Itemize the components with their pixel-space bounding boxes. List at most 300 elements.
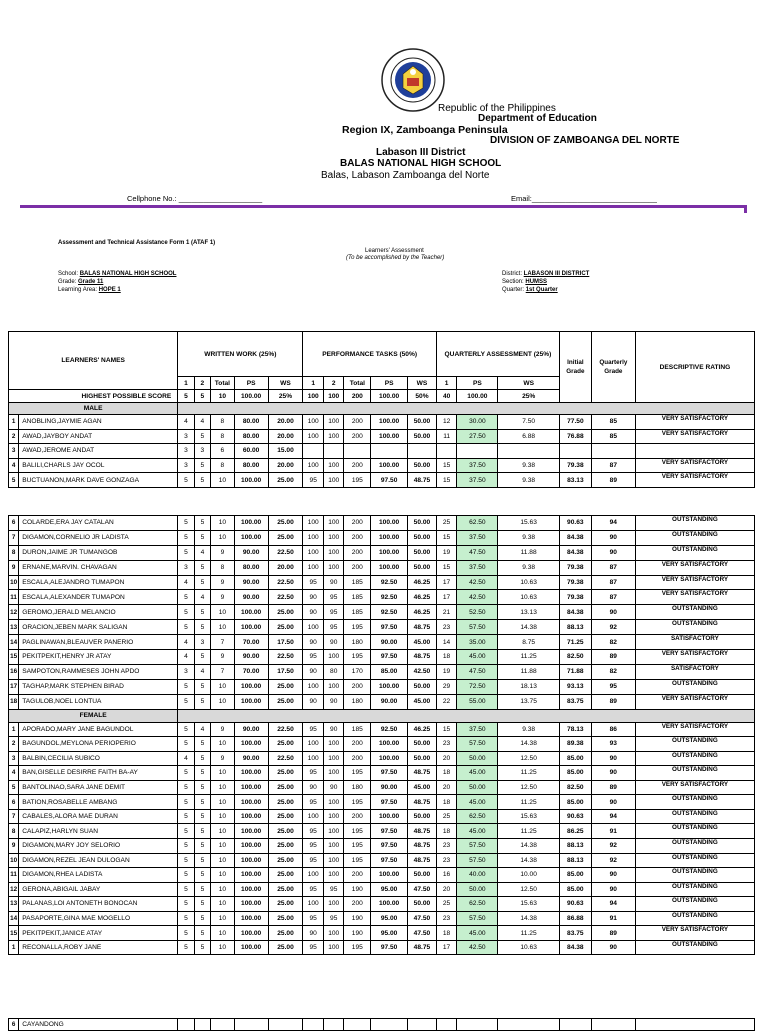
score-cell: 71.25 <box>559 635 591 650</box>
descriptive-rating: VERY SATISFACTORY <box>635 429 754 444</box>
score-cell: 15 <box>436 530 457 545</box>
female-section-row <box>9 709 755 722</box>
assessment-table-top <box>8 331 755 488</box>
score-cell: 50.00 <box>408 545 437 560</box>
score-cell: 5 <box>194 516 210 531</box>
score-cell: 5 <box>194 911 210 926</box>
area-value: HOPE 1 <box>98 287 121 293</box>
score-cell: 22.50 <box>268 545 303 560</box>
male-section-fill <box>178 403 755 415</box>
row-number: 15 <box>9 926 19 941</box>
male-rows-part1 <box>9 415 755 488</box>
learner-name: PEKITPEKIT,JANICE ATAY <box>19 926 178 941</box>
row-number: 5 <box>9 473 19 488</box>
score-cell: 100 <box>323 795 344 810</box>
score-cell: 90.63 <box>559 809 591 824</box>
form-subtitle-note: (To be accomplished by the Teacher) <box>346 255 445 261</box>
score-cell: 100 <box>303 530 324 545</box>
score-cell: 100.00 <box>371 897 408 912</box>
score-cell: 97.50 <box>371 838 408 853</box>
hps-cell: 100.00 <box>234 390 268 403</box>
row-number: 9 <box>9 560 19 575</box>
descriptive-rating: OUTSTANDING <box>635 530 754 545</box>
score-cell: 57.50 <box>457 737 498 752</box>
score-cell: 25.00 <box>268 605 303 620</box>
score-cell <box>323 444 344 459</box>
score-cell: 37.50 <box>457 458 498 473</box>
score-cell: 5 <box>194 795 210 810</box>
score-cell: 100.00 <box>234 838 268 853</box>
score-cell: 9.38 <box>498 722 560 737</box>
learner-row <box>9 766 755 781</box>
score-cell: 45.00 <box>457 650 498 665</box>
score-cell: 100.00 <box>371 751 408 766</box>
score-cell: 92 <box>591 620 635 635</box>
cellphone-field: Cellphone No.: ____________________ <box>127 194 263 203</box>
school-value: BALAS NATIONAL HIGH SCHOOL <box>79 271 177 277</box>
score-cell: 100.00 <box>371 679 408 694</box>
learner-row <box>9 530 755 545</box>
district-value: LABASON III DISTRICT <box>523 271 590 277</box>
score-cell: 5 <box>178 737 194 752</box>
score-cell: 190 <box>344 911 371 926</box>
col-learners-names: LEARNERS' NAMES <box>9 332 178 390</box>
score-cell: 5 <box>178 853 194 868</box>
score-cell: 23 <box>436 838 457 853</box>
score-cell: 90 <box>323 575 344 590</box>
hps-cell: 25% <box>268 390 303 403</box>
score-cell: 180 <box>344 694 371 709</box>
score-cell: 5 <box>178 809 194 824</box>
score-cell: 70.00 <box>234 635 268 650</box>
score-cell: 15 <box>436 560 457 575</box>
col-quarterly-assessment: QUARTERLY ASSESSMENT (25%) <box>436 332 559 377</box>
score-cell: 5 <box>178 694 194 709</box>
learner-name: ORACION,JEBEN MARK SALIGAN <box>19 620 178 635</box>
score-cell: 100 <box>323 530 344 545</box>
district-text: Labason III District <box>376 147 466 158</box>
score-cell: 10 <box>211 897 235 912</box>
female-label: FEMALE <box>9 709 178 722</box>
score-cell: 47.50 <box>408 882 437 897</box>
score-cell: 87 <box>591 560 635 575</box>
score-cell: 42.50 <box>457 575 498 590</box>
learner-row <box>9 897 755 912</box>
score-cell <box>408 1019 437 1031</box>
score-cell <box>323 1019 344 1031</box>
score-cell: 8 <box>211 458 235 473</box>
score-cell: 100 <box>303 458 324 473</box>
score-cell: 180 <box>344 635 371 650</box>
learner-name: PEKITPEKIT,HENRY JR ATAY <box>19 650 178 665</box>
score-cell: 100 <box>303 897 324 912</box>
score-cell: 5 <box>178 926 194 941</box>
score-cell: 92.50 <box>371 722 408 737</box>
learner-name: ESCALA,ALEJANDRO TUMAPON <box>19 575 178 590</box>
subheader-cell: 2 <box>323 377 344 390</box>
score-cell: 90 <box>303 664 324 679</box>
score-cell: 4 <box>178 635 194 650</box>
descriptive-rating: VERY SATISFACTORY <box>635 722 754 737</box>
score-cell: 40.00 <box>457 868 498 883</box>
score-cell: 89 <box>591 780 635 795</box>
score-cell: 37.50 <box>457 560 498 575</box>
score-cell: 84.38 <box>559 545 591 560</box>
score-cell <box>498 1019 560 1031</box>
score-cell: 97.50 <box>371 824 408 839</box>
learner-name: PAGLINAWAN,BLEAUVER PANERIO <box>19 635 178 650</box>
score-cell: 100 <box>303 545 324 560</box>
score-cell: 23 <box>436 853 457 868</box>
score-cell <box>234 1019 268 1031</box>
learner-name: AWAD,JEROME ANDAT <box>19 444 178 459</box>
score-cell: 90.00 <box>371 780 408 795</box>
score-cell: 23 <box>436 911 457 926</box>
score-cell: 100 <box>303 737 324 752</box>
score-cell: 5 <box>194 694 210 709</box>
score-cell: 5 <box>194 824 210 839</box>
score-cell <box>457 444 498 459</box>
learner-row <box>9 560 755 575</box>
score-cell: 11.25 <box>498 926 560 941</box>
score-cell: 200 <box>344 458 371 473</box>
score-cell: 25.00 <box>268 809 303 824</box>
score-cell: 90 <box>303 694 324 709</box>
row-number: 8 <box>9 545 19 560</box>
score-cell: 100.00 <box>371 545 408 560</box>
score-cell: 5 <box>178 766 194 781</box>
score-cell: 4 <box>178 650 194 665</box>
row-number: 8 <box>9 824 19 839</box>
score-cell: 82 <box>591 664 635 679</box>
score-cell: 195 <box>344 853 371 868</box>
score-cell: 50.00 <box>408 516 437 531</box>
score-cell: 80.00 <box>234 560 268 575</box>
learner-name: TAGHAP,MARK STEPHEN BIRAD <box>19 679 178 694</box>
score-cell: 7.50 <box>498 415 560 430</box>
score-cell: 72.50 <box>457 679 498 694</box>
area-line <box>58 287 121 293</box>
score-cell: 5 <box>194 620 210 635</box>
score-cell: 10 <box>211 605 235 620</box>
score-cell: 50.00 <box>408 751 437 766</box>
learner-name: DURON,JAIME JR TUMANGOB <box>19 545 178 560</box>
quarter-value: 1st Quarter <box>525 287 558 293</box>
score-cell: 5 <box>178 590 194 605</box>
score-cell: 5 <box>194 868 210 883</box>
score-cell: 45.00 <box>408 780 437 795</box>
score-cell: 100.00 <box>234 620 268 635</box>
hps-cell: 5 <box>194 390 210 403</box>
score-cell: 25 <box>436 516 457 531</box>
score-cell: 86.25 <box>559 824 591 839</box>
score-cell: 200 <box>344 545 371 560</box>
learner-name: CAYANDONG <box>19 1019 178 1031</box>
score-cell: 23 <box>436 737 457 752</box>
learner-name: ANOBLING,JAYMIE AGAN <box>19 415 178 430</box>
score-cell: 5 <box>194 650 210 665</box>
score-cell: 85.00 <box>559 766 591 781</box>
score-cell: 15.63 <box>498 516 560 531</box>
score-cell: 14.38 <box>498 620 560 635</box>
score-cell: 47.50 <box>408 911 437 926</box>
score-cell: 90 <box>323 722 344 737</box>
score-cell: 89 <box>591 650 635 665</box>
row-number: 10 <box>9 575 19 590</box>
score-cell: 100.00 <box>234 882 268 897</box>
score-cell: 10 <box>211 516 235 531</box>
score-cell: 97.50 <box>371 795 408 810</box>
score-cell: 11.25 <box>498 650 560 665</box>
score-cell: 5 <box>194 429 210 444</box>
score-cell: 87 <box>591 458 635 473</box>
score-cell: 25.00 <box>268 940 303 955</box>
learner-row <box>9 809 755 824</box>
hps-cell: 100.00 <box>457 390 498 403</box>
score-cell <box>303 1019 324 1031</box>
score-cell: 4 <box>194 664 210 679</box>
score-cell: 92.50 <box>371 590 408 605</box>
score-cell: 50.00 <box>408 429 437 444</box>
score-cell: 45.00 <box>457 824 498 839</box>
score-cell: 95 <box>303 650 324 665</box>
score-cell: 5 <box>194 780 210 795</box>
score-cell: 93 <box>591 737 635 752</box>
score-cell: 100 <box>323 940 344 955</box>
school-line <box>58 271 176 277</box>
score-cell: 8 <box>211 560 235 575</box>
learner-name: BATION,ROSABELLE AMBANG <box>19 795 178 810</box>
assessment-table-middle <box>8 515 755 955</box>
score-cell: 11.25 <box>498 824 560 839</box>
score-cell: 95 <box>303 795 324 810</box>
score-cell: 95 <box>323 590 344 605</box>
score-cell: 97.50 <box>371 940 408 955</box>
score-cell: 100 <box>323 560 344 575</box>
score-cell: 88.13 <box>559 853 591 868</box>
score-cell: 90 <box>323 635 344 650</box>
learner-row <box>9 722 755 737</box>
score-cell: 5 <box>194 458 210 473</box>
score-cell <box>408 444 437 459</box>
score-cell: 5 <box>178 605 194 620</box>
col-performance-tasks: PERFORMANCE TASKS (50%) <box>303 332 436 377</box>
score-cell: 17.50 <box>268 664 303 679</box>
score-cell: 100 <box>303 868 324 883</box>
score-cell: 4 <box>194 722 210 737</box>
hps-cell: 25% <box>498 390 560 403</box>
score-cell <box>194 1019 210 1031</box>
score-cell: 14 <box>436 635 457 650</box>
score-cell: 62.50 <box>457 897 498 912</box>
score-cell: 100 <box>323 415 344 430</box>
score-cell: 25.00 <box>268 882 303 897</box>
score-cell: 22 <box>436 694 457 709</box>
score-cell: 5 <box>178 530 194 545</box>
score-cell: 95 <box>591 679 635 694</box>
score-cell: 100 <box>323 897 344 912</box>
row-number: 13 <box>9 620 19 635</box>
score-cell: 9 <box>211 751 235 766</box>
score-cell: 94 <box>591 809 635 824</box>
col-written-work: WRITTEN WORK (25%) <box>178 332 303 377</box>
score-cell: 50.00 <box>457 751 498 766</box>
row-number: 18 <box>9 694 19 709</box>
score-cell: 15.00 <box>268 444 303 459</box>
learner-name: BUCTUANON,MARK DAVE GONZAGA <box>19 473 178 488</box>
score-cell: 95 <box>323 605 344 620</box>
score-cell: 94 <box>591 516 635 531</box>
score-cell: 10.63 <box>498 940 560 955</box>
score-cell: 97.50 <box>371 620 408 635</box>
score-cell: 97.50 <box>371 473 408 488</box>
score-cell: 5 <box>178 780 194 795</box>
score-cell: 100 <box>323 679 344 694</box>
score-cell: 48.75 <box>408 766 437 781</box>
hps-cell: 40 <box>436 390 457 403</box>
score-cell: 100.00 <box>234 766 268 781</box>
score-cell: 80 <box>323 664 344 679</box>
score-cell: 3 <box>178 429 194 444</box>
score-cell: 62.50 <box>457 516 498 531</box>
score-cell: 195 <box>344 838 371 853</box>
score-cell: 180 <box>344 780 371 795</box>
score-cell: 5 <box>178 722 194 737</box>
grade-line <box>58 279 103 285</box>
score-cell: 3 <box>178 560 194 575</box>
descriptive-rating: OUTSTANDING <box>635 545 754 560</box>
learner-name: CALAPIZ,HARLYN SUAN <box>19 824 178 839</box>
score-cell: 19 <box>436 545 457 560</box>
score-cell: 15.63 <box>498 809 560 824</box>
hps-label: HIGHEST POSSIBLE SCORE <box>9 390 178 403</box>
score-cell: 9.38 <box>498 458 560 473</box>
score-cell: 200 <box>344 809 371 824</box>
score-cell: 200 <box>344 429 371 444</box>
score-cell: 25 <box>436 809 457 824</box>
score-cell: 95 <box>303 824 324 839</box>
division-text: DIVISION OF ZAMBOANGA DEL NORTE <box>490 135 680 146</box>
descriptive-rating: VERY SATISFACTORY <box>635 926 754 941</box>
score-cell: 82.50 <box>559 780 591 795</box>
next-page-rows <box>9 1019 755 1031</box>
learner-name: DIGAMON,MARY JOY SELORIO <box>19 838 178 853</box>
learner-row <box>9 780 755 795</box>
score-cell: 25.00 <box>268 694 303 709</box>
learner-row <box>9 838 755 853</box>
score-cell: 85 <box>591 415 635 430</box>
learner-name: GEROMO,JERALD MELANCIO <box>19 605 178 620</box>
score-cell: 10 <box>211 620 235 635</box>
descriptive-rating: SATISFACTORY <box>635 664 754 679</box>
row-number: 12 <box>9 605 19 620</box>
score-cell <box>498 444 560 459</box>
score-cell: 100 <box>323 824 344 839</box>
score-cell: 12.50 <box>498 882 560 897</box>
hps-cell: 50% <box>408 390 437 403</box>
score-cell: 13.75 <box>498 694 560 709</box>
section-line <box>502 279 547 285</box>
descriptive-rating: OUTSTANDING <box>635 516 754 531</box>
score-cell: 15 <box>436 458 457 473</box>
score-cell: 100 <box>323 516 344 531</box>
school-name: BALAS NATIONAL HIGH SCHOOL <box>340 158 502 169</box>
female-section <box>9 709 755 722</box>
score-cell: 5 <box>194 897 210 912</box>
score-cell: 3 <box>178 444 194 459</box>
learner-name: PALANAS,LOI ANTONETH BONOCAN <box>19 897 178 912</box>
row-number: 5 <box>9 780 19 795</box>
score-cell: 25.00 <box>268 868 303 883</box>
learner-row <box>9 605 755 620</box>
descriptive-rating: OUTSTANDING <box>635 737 754 752</box>
score-cell: 5 <box>178 824 194 839</box>
score-cell: 200 <box>344 679 371 694</box>
score-cell: 100.00 <box>371 429 408 444</box>
learner-name: DIGAMON,CORNELIO JR LADISTA <box>19 530 178 545</box>
row-number: 17 <box>9 679 19 694</box>
score-cell: 85.00 <box>559 882 591 897</box>
score-cell: 25.00 <box>268 766 303 781</box>
score-cell: 5 <box>178 473 194 488</box>
score-cell <box>211 1019 235 1031</box>
score-cell: 86 <box>591 722 635 737</box>
row-number: 3 <box>9 751 19 766</box>
subheader-cell: 2 <box>194 377 210 390</box>
row-number: 6 <box>9 795 19 810</box>
descriptive-rating: OUTSTANDING <box>635 809 754 824</box>
score-cell: 25 <box>436 897 457 912</box>
hps-cell: 100.00 <box>371 390 408 403</box>
score-cell: 18 <box>436 766 457 781</box>
learner-name: PASAPORTE,GINA MAE MOGELLO <box>19 911 178 926</box>
score-cell: 195 <box>344 620 371 635</box>
row-number: 16 <box>9 664 19 679</box>
score-cell <box>268 1019 303 1031</box>
score-cell: 10 <box>211 868 235 883</box>
score-cell: 5 <box>194 766 210 781</box>
score-cell: 11 <box>436 429 457 444</box>
descriptive-rating: OUTSTANDING <box>635 838 754 853</box>
form-title: Assessment and Technical Assistance Form 1 (ATAF 1) <box>58 240 216 246</box>
score-cell: 17.50 <box>268 635 303 650</box>
score-cell: 12.50 <box>498 751 560 766</box>
score-cell: 10 <box>211 679 235 694</box>
descriptive-rating: OUTSTANDING <box>635 911 754 926</box>
score-cell: 195 <box>344 940 371 955</box>
score-cell: 50.00 <box>408 868 437 883</box>
row-number: 2 <box>9 429 19 444</box>
score-cell: 4 <box>194 415 210 430</box>
row-number: 1 <box>9 415 19 430</box>
score-cell: 11.25 <box>498 766 560 781</box>
score-cell: 90.00 <box>234 751 268 766</box>
score-cell: 97.50 <box>371 853 408 868</box>
hps-cell: 100 <box>323 390 344 403</box>
score-cell: 95 <box>303 911 324 926</box>
score-cell: 100.00 <box>371 868 408 883</box>
score-cell: 90 <box>303 926 324 941</box>
score-cell: 46.25 <box>408 590 437 605</box>
score-cell: 87 <box>591 575 635 590</box>
score-cell: 90 <box>591 751 635 766</box>
score-cell: 23 <box>436 620 457 635</box>
score-cell: 9 <box>211 590 235 605</box>
score-cell: 90 <box>303 605 324 620</box>
score-cell: 27.50 <box>457 429 498 444</box>
score-cell: 15 <box>436 722 457 737</box>
learner-name: GERONA,ABIGAIL JABAY <box>19 882 178 897</box>
